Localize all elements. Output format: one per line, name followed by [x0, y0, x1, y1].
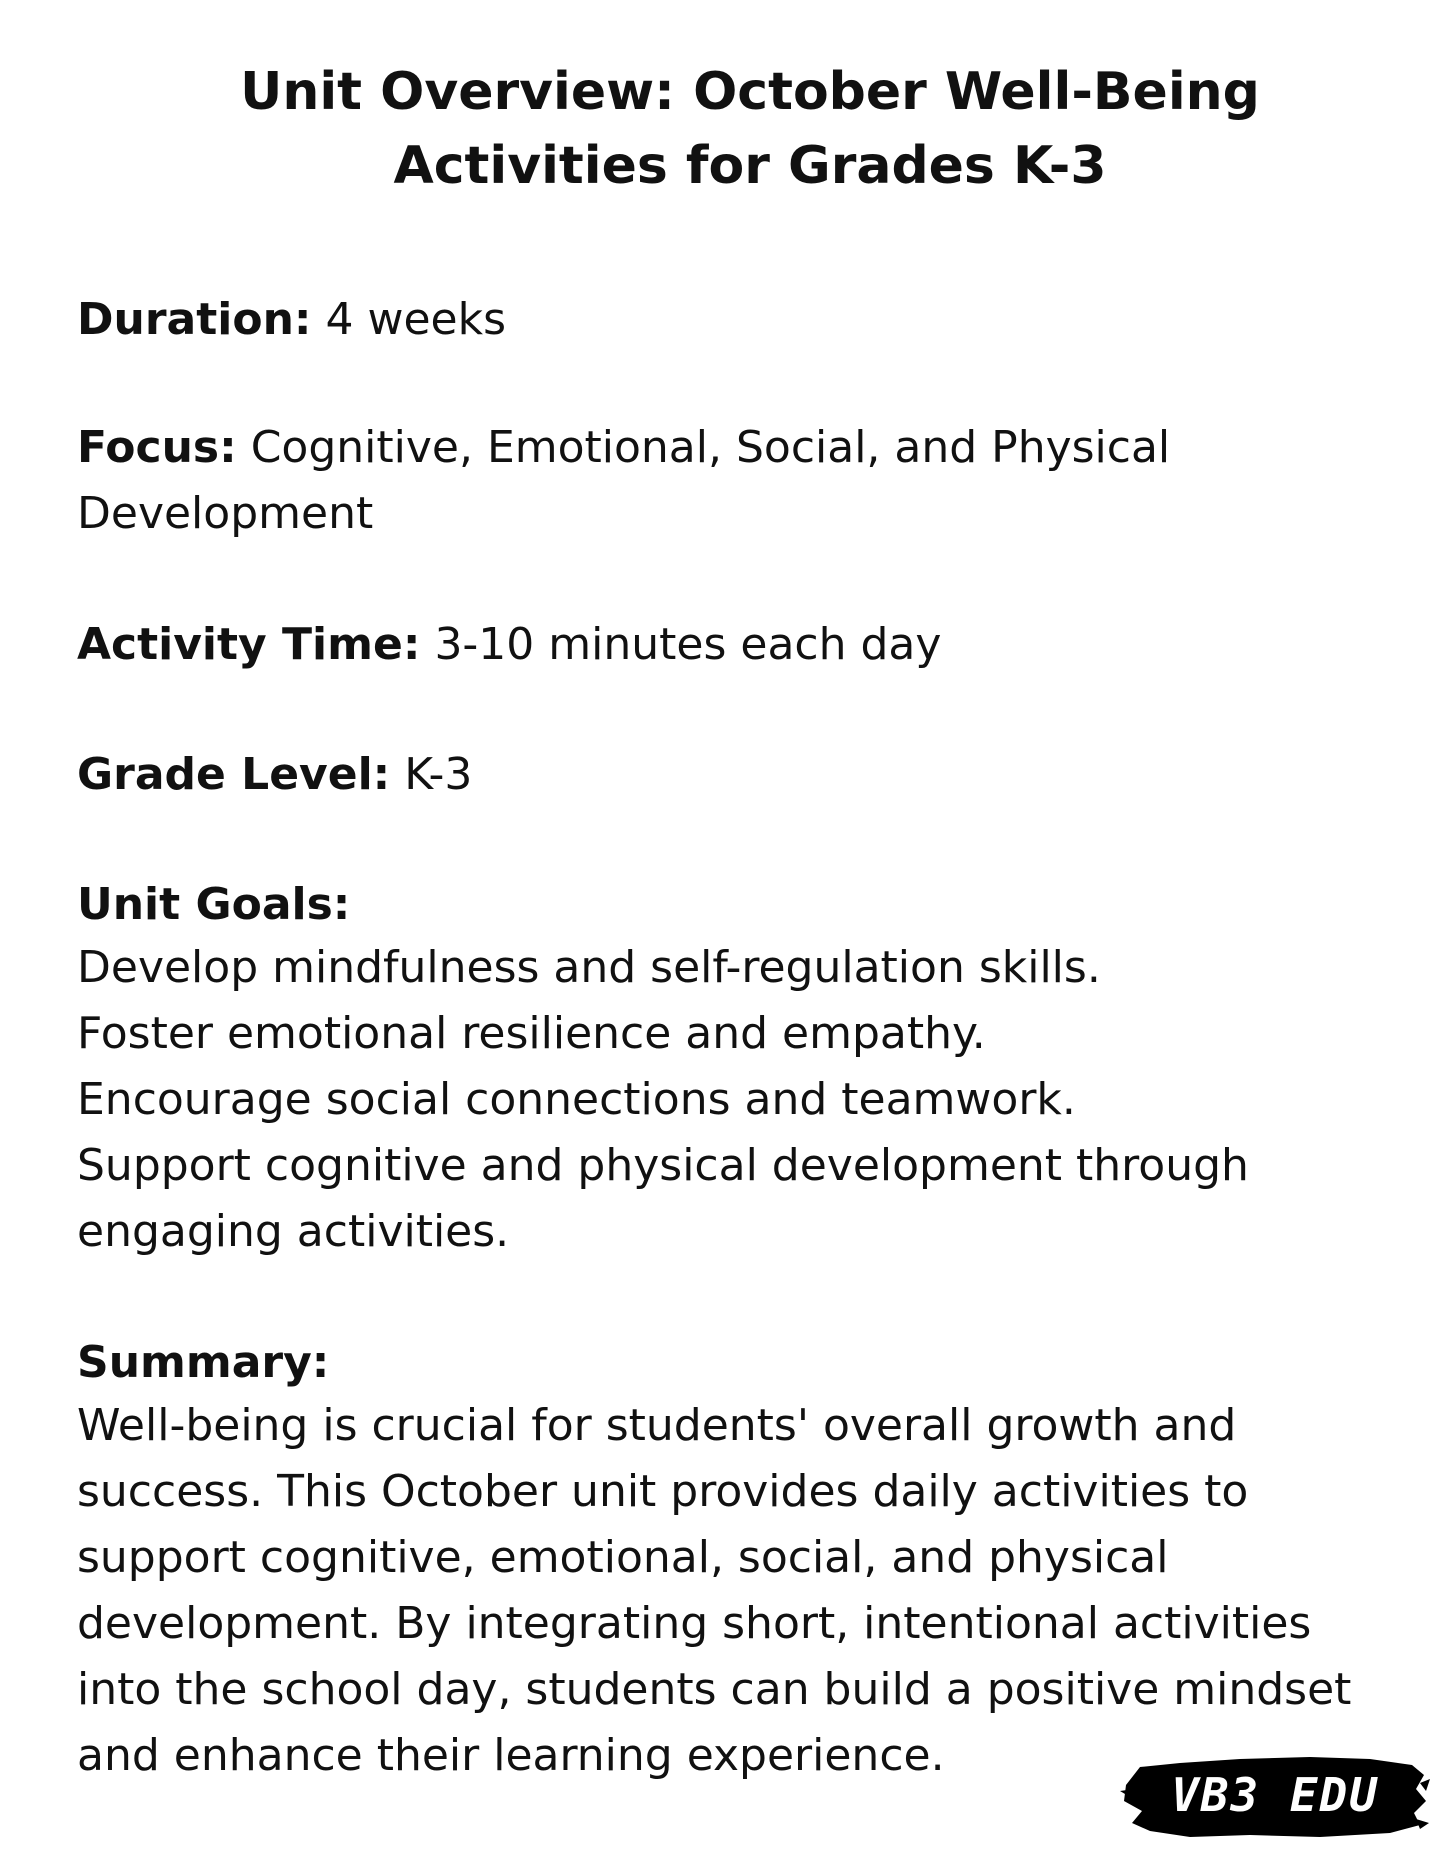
activity-time-field	[77, 612, 1377, 678]
unit-goal-item: Develop mindfulness and self-regulation skills.	[77, 942, 1101, 993]
grade-level-value: K-3	[404, 749, 473, 800]
activity-time-label: Activity Time:	[77, 619, 421, 670]
unit-goals-heading: Unit Goals:	[77, 879, 351, 930]
focus-field	[77, 415, 1217, 547]
duration-field	[77, 287, 1377, 353]
summary-heading: Summary:	[77, 1337, 330, 1388]
summary-text: Well-being is crucial for students' overall growth and success. This October unit provides daily activities to support cognitive, emotional, social, and physical development. By integrating short, intentional activities into the school day, students can build a positive mindset and enhance their learning experience.	[77, 1400, 1352, 1781]
unit-goal-item: Foster emotional resilience and empathy.	[77, 1008, 986, 1059]
unit-goals-list	[77, 935, 1397, 1265]
logo-text: VB3 EDU	[1171, 1768, 1379, 1822]
duration-label: Duration:	[77, 294, 312, 345]
vb3-edu-logo	[1120, 1745, 1430, 1845]
page-title: Unit Overview: October Well-Being Activities for Grades K-3	[240, 62, 1260, 196]
grade-level-label: Grade Level:	[77, 749, 391, 800]
unit-goal-item: Support cognitive and physical development through engaging activities.	[77, 1140, 1249, 1257]
activity-time-value: 3-10 minutes each day	[434, 619, 942, 670]
focus-value: Cognitive, Emotional, Social, and Physical Development	[77, 422, 1171, 539]
grade-level-field	[77, 742, 1377, 808]
unit-goal-item: Encourage social connections and teamwork.	[77, 1074, 1076, 1125]
focus-label: Focus:	[77, 422, 237, 473]
duration-value: 4 weeks	[325, 294, 507, 345]
